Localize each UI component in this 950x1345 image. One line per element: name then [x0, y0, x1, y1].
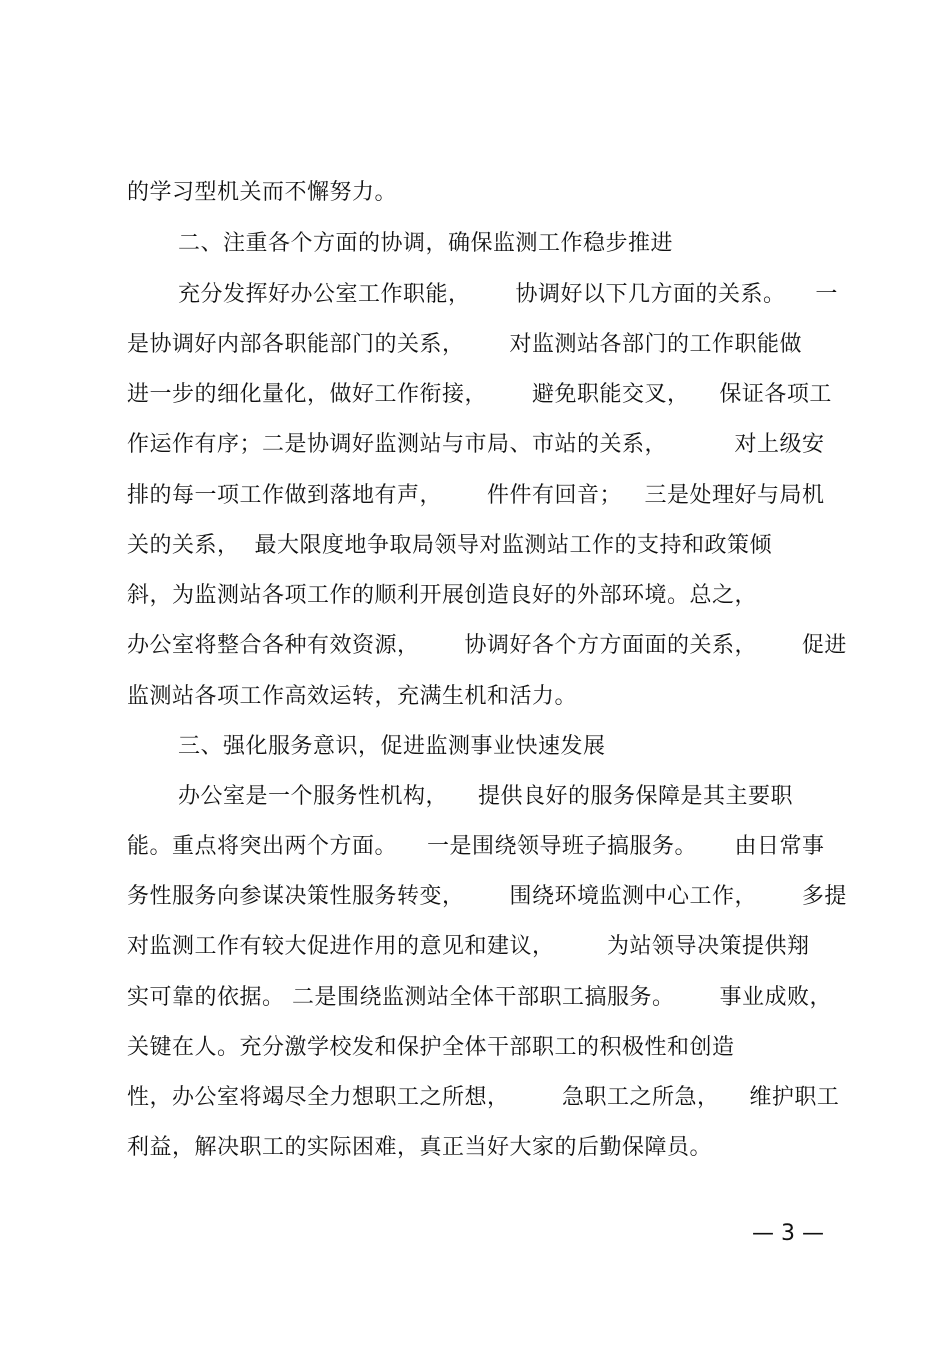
text-line: 办公室是一个服务性机构， 提供良好的服务保障是其主要职: [178, 784, 793, 809]
text-line: 务性服务向参谋决策性服务转变， 围绕环境监测中心工作， 多提: [127, 884, 847, 909]
text-line: 监测站各项工作高效运转，充满生机和活力。: [127, 684, 578, 709]
text-line: 实可靠的依据。 二是围绕监测站全体干部职工搞服务。 事业成败，: [127, 985, 832, 1010]
text-line: 利益，解决职工的实际困难，真正当好大家的后勤保障员。: [127, 1135, 713, 1160]
text-line: 充分发挥好办公室工作职能， 协调好以下几方面的关系。 一: [178, 282, 838, 307]
text-line: 作运作有序；二是协调好监测站与市局、市站的关系， 对上级安: [127, 432, 825, 457]
text-line: 办公室将整合各种有效资源， 协调好各个方方面面的关系， 促进: [127, 633, 847, 658]
text-line: 关的关系， 最大限度地争取局领导对监测站工作的支持和政策倾: [127, 533, 772, 558]
text-line: 斜，为监测站各项工作的顺利开展创造良好的外部环境。总之，: [127, 583, 758, 608]
text-line: 性，办公室将竭尽全力想职工之所想， 急职工之所急， 维护职工: [127, 1085, 840, 1110]
text-line: 能。重点将突出两个方面。 一是围绕领导班子搞服务。 由日常事: [127, 834, 825, 859]
section-heading: 二、注重各个方面的协调，确保监测工作稳步推进: [178, 231, 674, 256]
text-line: 排的每一项工作做到落地有声， 件件有回音； 三是处理好与局机: [127, 483, 825, 508]
text-line: 进一步的细化量化，做好工作衔接， 避免职能交叉， 保证各项工: [127, 382, 832, 407]
page-number: — 3 —: [752, 1221, 824, 1246]
text-line: 关键在人。充分激学校发和保护全体干部职工的积极性和创造: [127, 1035, 735, 1060]
text-line: 对监测工作有较大促进作用的意见和建议， 为站领导决策提供翔: [127, 934, 810, 959]
text-line: 是协调好内部各职能部门的关系， 对监测站各部门的工作职能做: [127, 332, 802, 357]
text-line: 的学习型机关而不懈努力。: [127, 180, 398, 205]
section-heading: 三、强化服务意识，促进监测事业快速发展: [178, 734, 606, 759]
